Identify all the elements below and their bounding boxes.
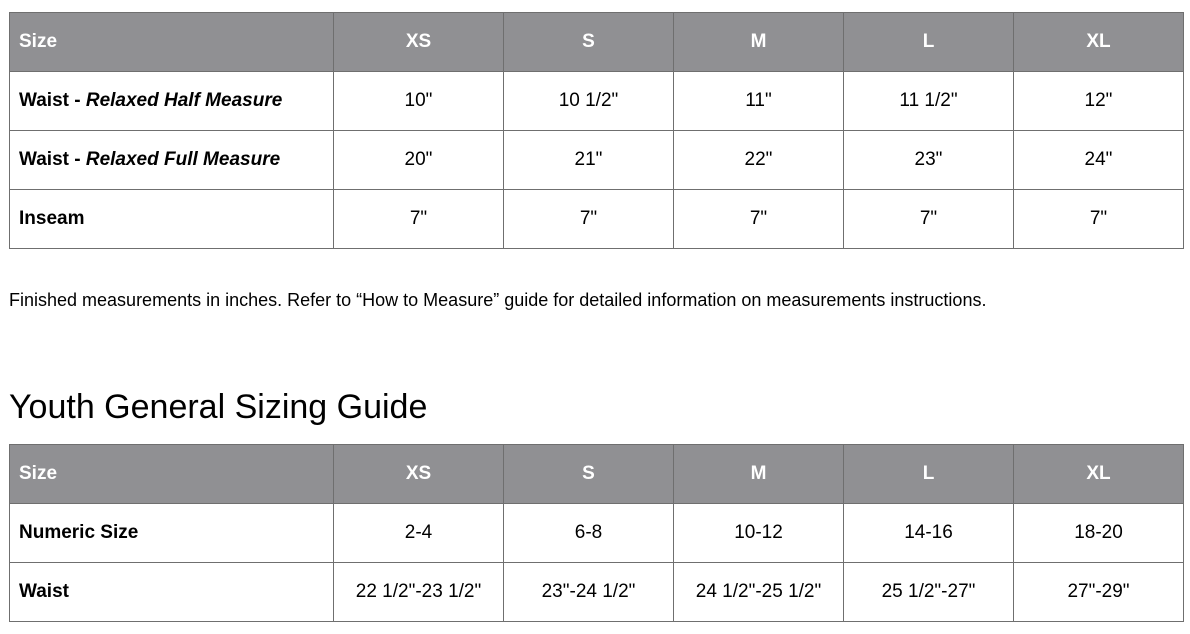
header-cell-l: L bbox=[844, 445, 1014, 504]
table-cell: 25 1/2"-27" bbox=[844, 563, 1014, 622]
row-label-text: Inseam bbox=[19, 208, 85, 229]
table-cell: 22" bbox=[674, 131, 844, 190]
table-row bbox=[10, 190, 1184, 249]
row-label-numeric-size: Numeric Size bbox=[10, 504, 334, 563]
table-cell: 7" bbox=[844, 190, 1014, 249]
table-cell: 7" bbox=[1014, 190, 1184, 249]
row-label-waist: Waist bbox=[10, 563, 334, 622]
table-cell: 23"-24 1/2" bbox=[504, 563, 674, 622]
measurement-note: Finished measurements in inches. Refer to “How to Measure” guide for detailed information on measurements instructions. bbox=[9, 290, 987, 310]
size-measurement-table bbox=[9, 12, 1184, 249]
table-cell: 10 1/2" bbox=[504, 72, 674, 131]
table-cell: 23" bbox=[844, 131, 1014, 190]
table-cell: 6-8 bbox=[504, 504, 674, 563]
table-cell: 24 1/2"-25 1/2" bbox=[674, 563, 844, 622]
table-header-row bbox=[10, 445, 1184, 504]
table-cell: 12" bbox=[1014, 72, 1184, 131]
header-cell-size: Size bbox=[10, 13, 334, 72]
table-row bbox=[10, 504, 1184, 563]
header-cell-m: M bbox=[674, 445, 844, 504]
table-header-row bbox=[10, 13, 1184, 72]
table-cell: 24" bbox=[1014, 131, 1184, 190]
header-cell-xl: XL bbox=[1014, 13, 1184, 72]
table-row bbox=[10, 563, 1184, 622]
youth-sizing-table bbox=[9, 444, 1184, 622]
table-cell: 10" bbox=[334, 72, 504, 131]
table-cell: 7" bbox=[334, 190, 504, 249]
table-cell: 20" bbox=[334, 131, 504, 190]
table-cell: 2-4 bbox=[334, 504, 504, 563]
table-row bbox=[10, 131, 1184, 190]
table-cell: 14-16 bbox=[844, 504, 1014, 563]
header-cell-size: Size bbox=[10, 445, 334, 504]
header-cell-s: S bbox=[504, 13, 674, 72]
row-label-text: Waist - bbox=[19, 149, 86, 170]
row-label-italic: Relaxed Half Measure bbox=[85, 90, 283, 111]
header-cell-xs: XS bbox=[334, 445, 504, 504]
row-label-inseam bbox=[10, 190, 334, 249]
table-cell: 11" bbox=[674, 72, 844, 131]
header-cell-xs: XS bbox=[334, 13, 504, 72]
header-cell-s: S bbox=[504, 445, 674, 504]
table-cell: 18-20 bbox=[1014, 504, 1184, 563]
table-cell: 11 1/2" bbox=[844, 72, 1014, 131]
table-cell: 10-12 bbox=[674, 504, 844, 563]
header-cell-l: L bbox=[844, 13, 1014, 72]
header-cell-m: M bbox=[674, 13, 844, 72]
row-label-italic: Relaxed Full Measure bbox=[85, 149, 281, 170]
row-label-waist-half bbox=[10, 72, 334, 131]
header-cell-xl: XL bbox=[1014, 445, 1184, 504]
table-cell: 7" bbox=[674, 190, 844, 249]
table-row bbox=[10, 72, 1184, 131]
row-label-waist-full bbox=[10, 131, 334, 190]
table-cell: 27"-29" bbox=[1014, 563, 1184, 622]
section-title: Youth General Sizing Guide bbox=[9, 388, 428, 426]
table-cell: 22 1/2"-23 1/2" bbox=[334, 563, 504, 622]
table-cell: 7" bbox=[504, 190, 674, 249]
row-label-text: Waist - bbox=[19, 90, 86, 111]
table-cell: 21" bbox=[504, 131, 674, 190]
